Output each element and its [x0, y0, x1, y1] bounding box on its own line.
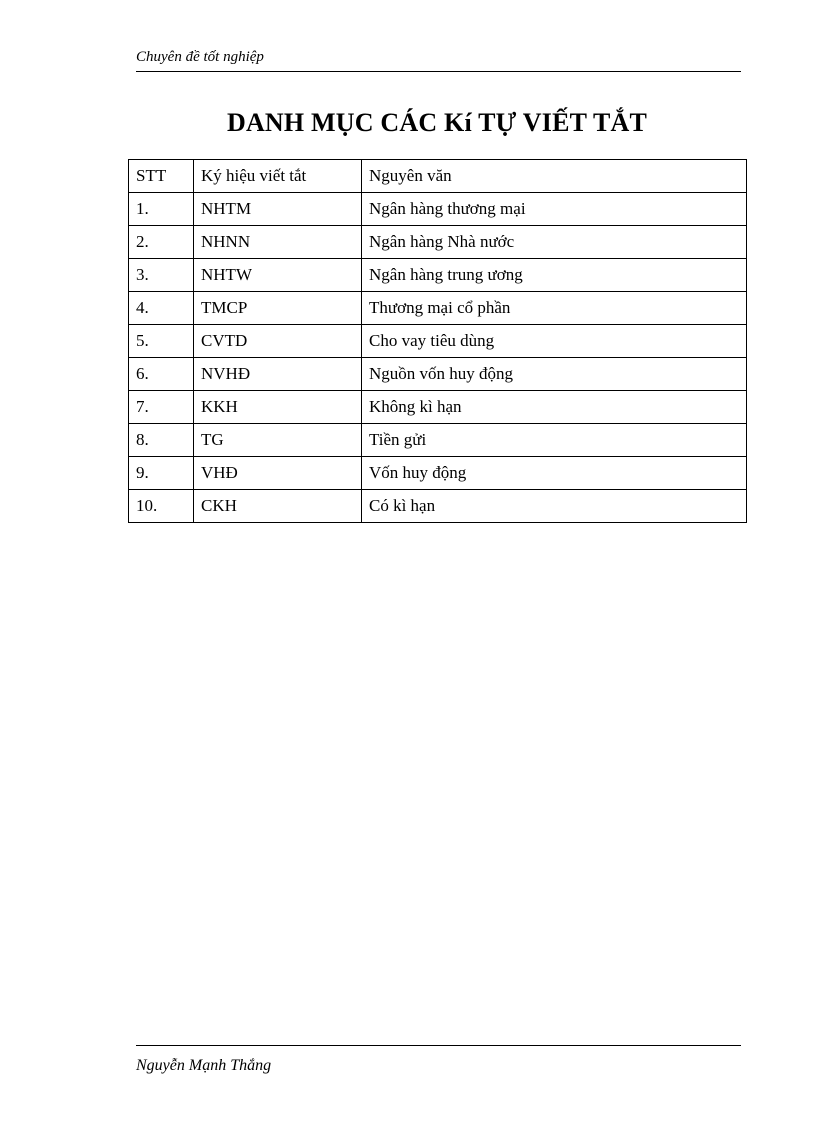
row-full-text: Thương mại cổ phần [362, 292, 747, 325]
table-row [129, 358, 747, 391]
row-abbreviation: TG [194, 424, 362, 457]
row-full-text: Ngân hàng thương mại [362, 193, 747, 226]
row-full-text: Vốn huy động [362, 457, 747, 490]
table-row [129, 259, 747, 292]
row-full-text: Nguồn vốn huy động [362, 358, 747, 391]
row-abbreviation: NVHĐ [194, 358, 362, 391]
row-abbreviation: NHTM [194, 193, 362, 226]
row-abbreviation: KKH [194, 391, 362, 424]
row-abbreviation: CKH [194, 490, 362, 523]
row-number: 6. [129, 358, 194, 391]
table-header-row [129, 160, 747, 193]
row-full-text: Không kì hạn [362, 391, 747, 424]
row-abbreviation: TMCP [194, 292, 362, 325]
abbreviation-table [128, 159, 747, 523]
column-header-abbreviation: Ký hiệu viết tắt [194, 160, 362, 193]
header-divider [136, 71, 741, 72]
row-full-text: Có kì hạn [362, 490, 747, 523]
row-full-text: Cho vay tiêu dùng [362, 325, 747, 358]
row-full-text: Tiền gửi [362, 424, 747, 457]
page-header: Chuyên đề tốt nghiệp [136, 49, 264, 65]
table-row [129, 391, 747, 424]
row-abbreviation: NHTW [194, 259, 362, 292]
table-row [129, 226, 747, 259]
row-abbreviation: CVTD [194, 325, 362, 358]
table-row [129, 292, 747, 325]
row-number: 10. [129, 490, 194, 523]
page-footer-author: Nguyễn Mạnh Thắng [136, 1057, 272, 1074]
page-title: DANH MỤC CÁC Kí TỰ VIẾT TẮT [226, 108, 648, 137]
footer-divider [136, 1045, 741, 1046]
table-row [129, 193, 747, 226]
row-number: 7. [129, 391, 194, 424]
row-abbreviation: NHNN [194, 226, 362, 259]
table-row [129, 424, 747, 457]
row-full-text: Ngân hàng trung ương [362, 259, 747, 292]
row-number: 2. [129, 226, 194, 259]
row-number: 5. [129, 325, 194, 358]
row-number: 9. [129, 457, 194, 490]
table-row [129, 457, 747, 490]
row-abbreviation: VHĐ [194, 457, 362, 490]
row-number: 8. [129, 424, 194, 457]
column-header-stt: STT [129, 160, 194, 193]
table-row [129, 490, 747, 523]
row-number: 3. [129, 259, 194, 292]
table-row [129, 325, 747, 358]
row-full-text: Ngân hàng Nhà nước [362, 226, 747, 259]
row-number: 4. [129, 292, 194, 325]
column-header-full-text: Nguyên văn [362, 160, 747, 193]
row-number: 1. [129, 193, 194, 226]
